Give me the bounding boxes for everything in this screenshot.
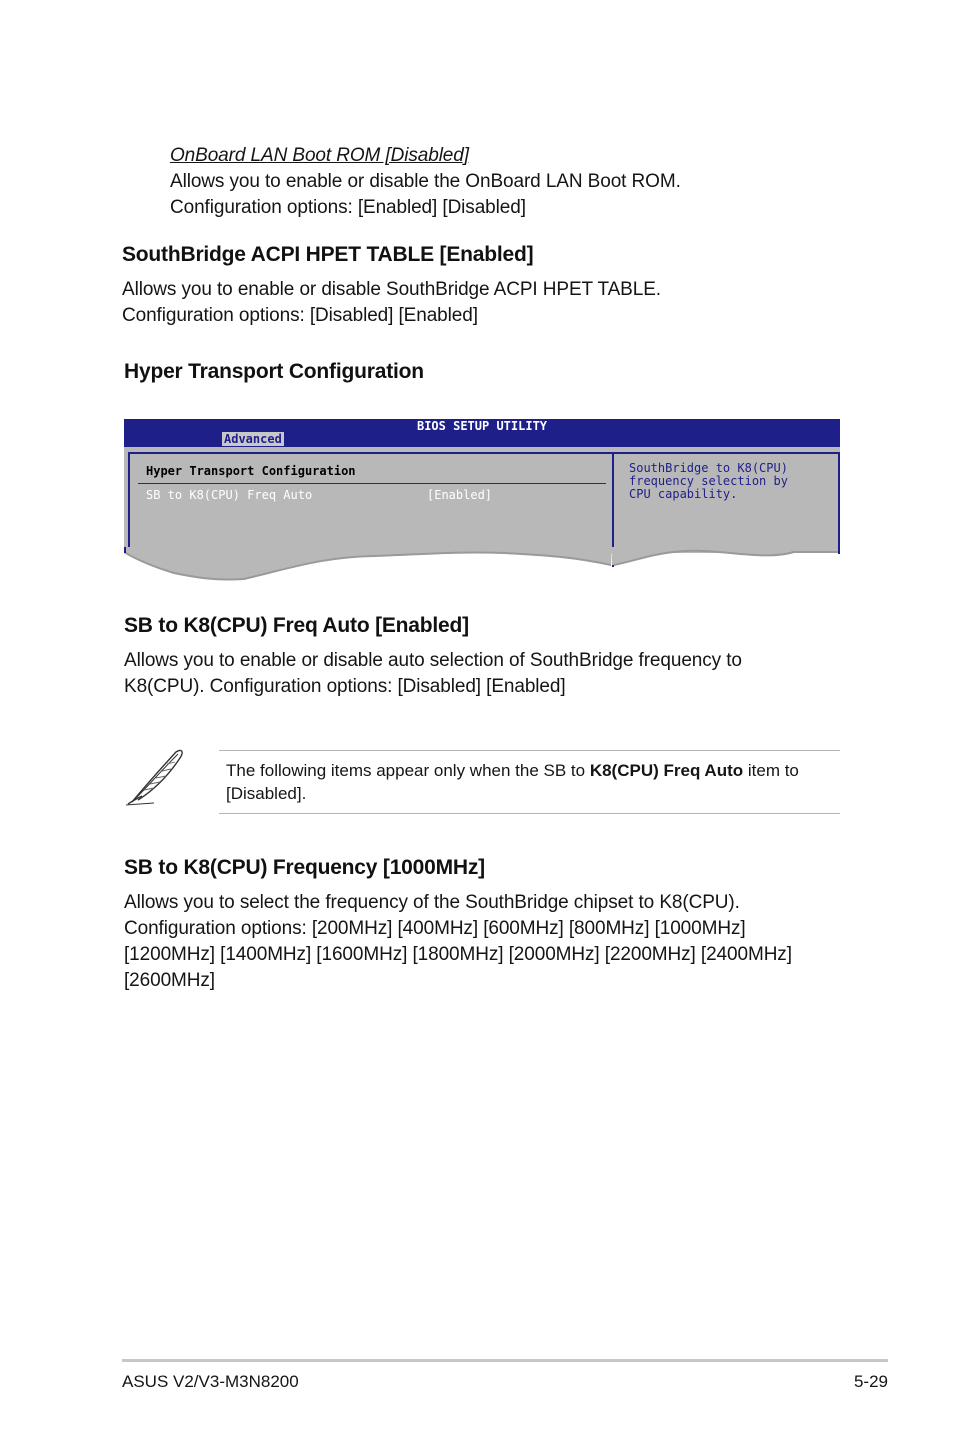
bios-rule — [138, 483, 606, 484]
freq-auto-heading: SB to K8(CPU) Freq Auto [Enabled] — [124, 614, 469, 637]
lan-boot-rom-desc: Allows you to enable or disable the OnBoard LAN Boot ROM. — [170, 171, 681, 192]
footer-rule — [122, 1359, 888, 1362]
note-top-rule — [219, 750, 840, 751]
bios-help-line: SouthBridge to K8(CPU) — [629, 461, 788, 475]
lan-boot-rom-options: Configuration options: [Enabled] [Disabled] — [170, 197, 526, 218]
note-text-before: The following items appear only when the SB to — [226, 761, 590, 780]
bios-panel-title: Hyper Transport Configuration — [146, 464, 356, 478]
hpet-desc: Allows you to enable or disable SouthBridge ACPI HPET TABLE. — [122, 279, 661, 300]
ht-config-heading: Hyper Transport Configuration — [124, 360, 424, 383]
bios-help-text — [629, 462, 829, 501]
feather-pen-icon — [124, 746, 186, 808]
note-line-2: [Disabled]. — [226, 784, 307, 803]
bios-screenshot — [124, 419, 840, 584]
note-text-bold: K8(CPU) Freq Auto — [589, 761, 744, 780]
footer-product: ASUS V2/V3-M3N8200 — [122, 1372, 299, 1391]
note-text-after: item to — [743, 761, 799, 780]
bios-option-freq-auto[interactable]: SB to K8(CPU) Freq Auto — [146, 488, 313, 502]
footer-page-number: 5-29 — [853, 1372, 888, 1391]
bios-help-line: frequency selection by — [629, 474, 788, 488]
bios-tab-advanced[interactable]: Advanced — [224, 432, 282, 446]
freq-desc: Allows you to select the frequency of the SouthBridge chipset to K8(CPU). — [124, 892, 740, 913]
freq-options-2: [1200MHz] [1400MHz] [1600MHz] [1800MHz] [2000MHz] [2200MHz] [2400MHz] — [124, 944, 792, 965]
freq-auto-options: K8(CPU). Configuration options: [Disabled] [Enabled] — [124, 676, 566, 697]
note-bottom-rule — [219, 813, 840, 814]
note-text — [226, 759, 826, 805]
bios-title-bar — [124, 419, 840, 447]
freq-options-3: [2600MHz] — [124, 970, 215, 991]
freq-auto-desc: Allows you to enable or disable auto selection of SouthBridge frequency to — [124, 650, 742, 671]
freq-heading: SB to K8(CPU) Frequency [1000MHz] — [124, 856, 485, 879]
lan-boot-rom-title: OnBoard LAN Boot ROM [Disabled] — [170, 145, 469, 166]
freq-options-1: Configuration options: [200MHz] [400MHz] [600MHz] [800MHz] [1000MHz] — [124, 918, 746, 939]
hpet-options: Configuration options: [Disabled] [Enabled] — [122, 305, 478, 326]
bios-title: BIOS SETUP UTILITY — [416, 419, 548, 433]
note-line-1 — [226, 759, 826, 782]
bios-option-value[interactable]: [Enabled] — [427, 488, 493, 502]
hpet-heading: SouthBridge ACPI HPET TABLE [Enabled] — [122, 243, 534, 266]
bios-help-line: CPU capability. — [629, 487, 738, 501]
torn-edge-graphic — [124, 547, 840, 584]
